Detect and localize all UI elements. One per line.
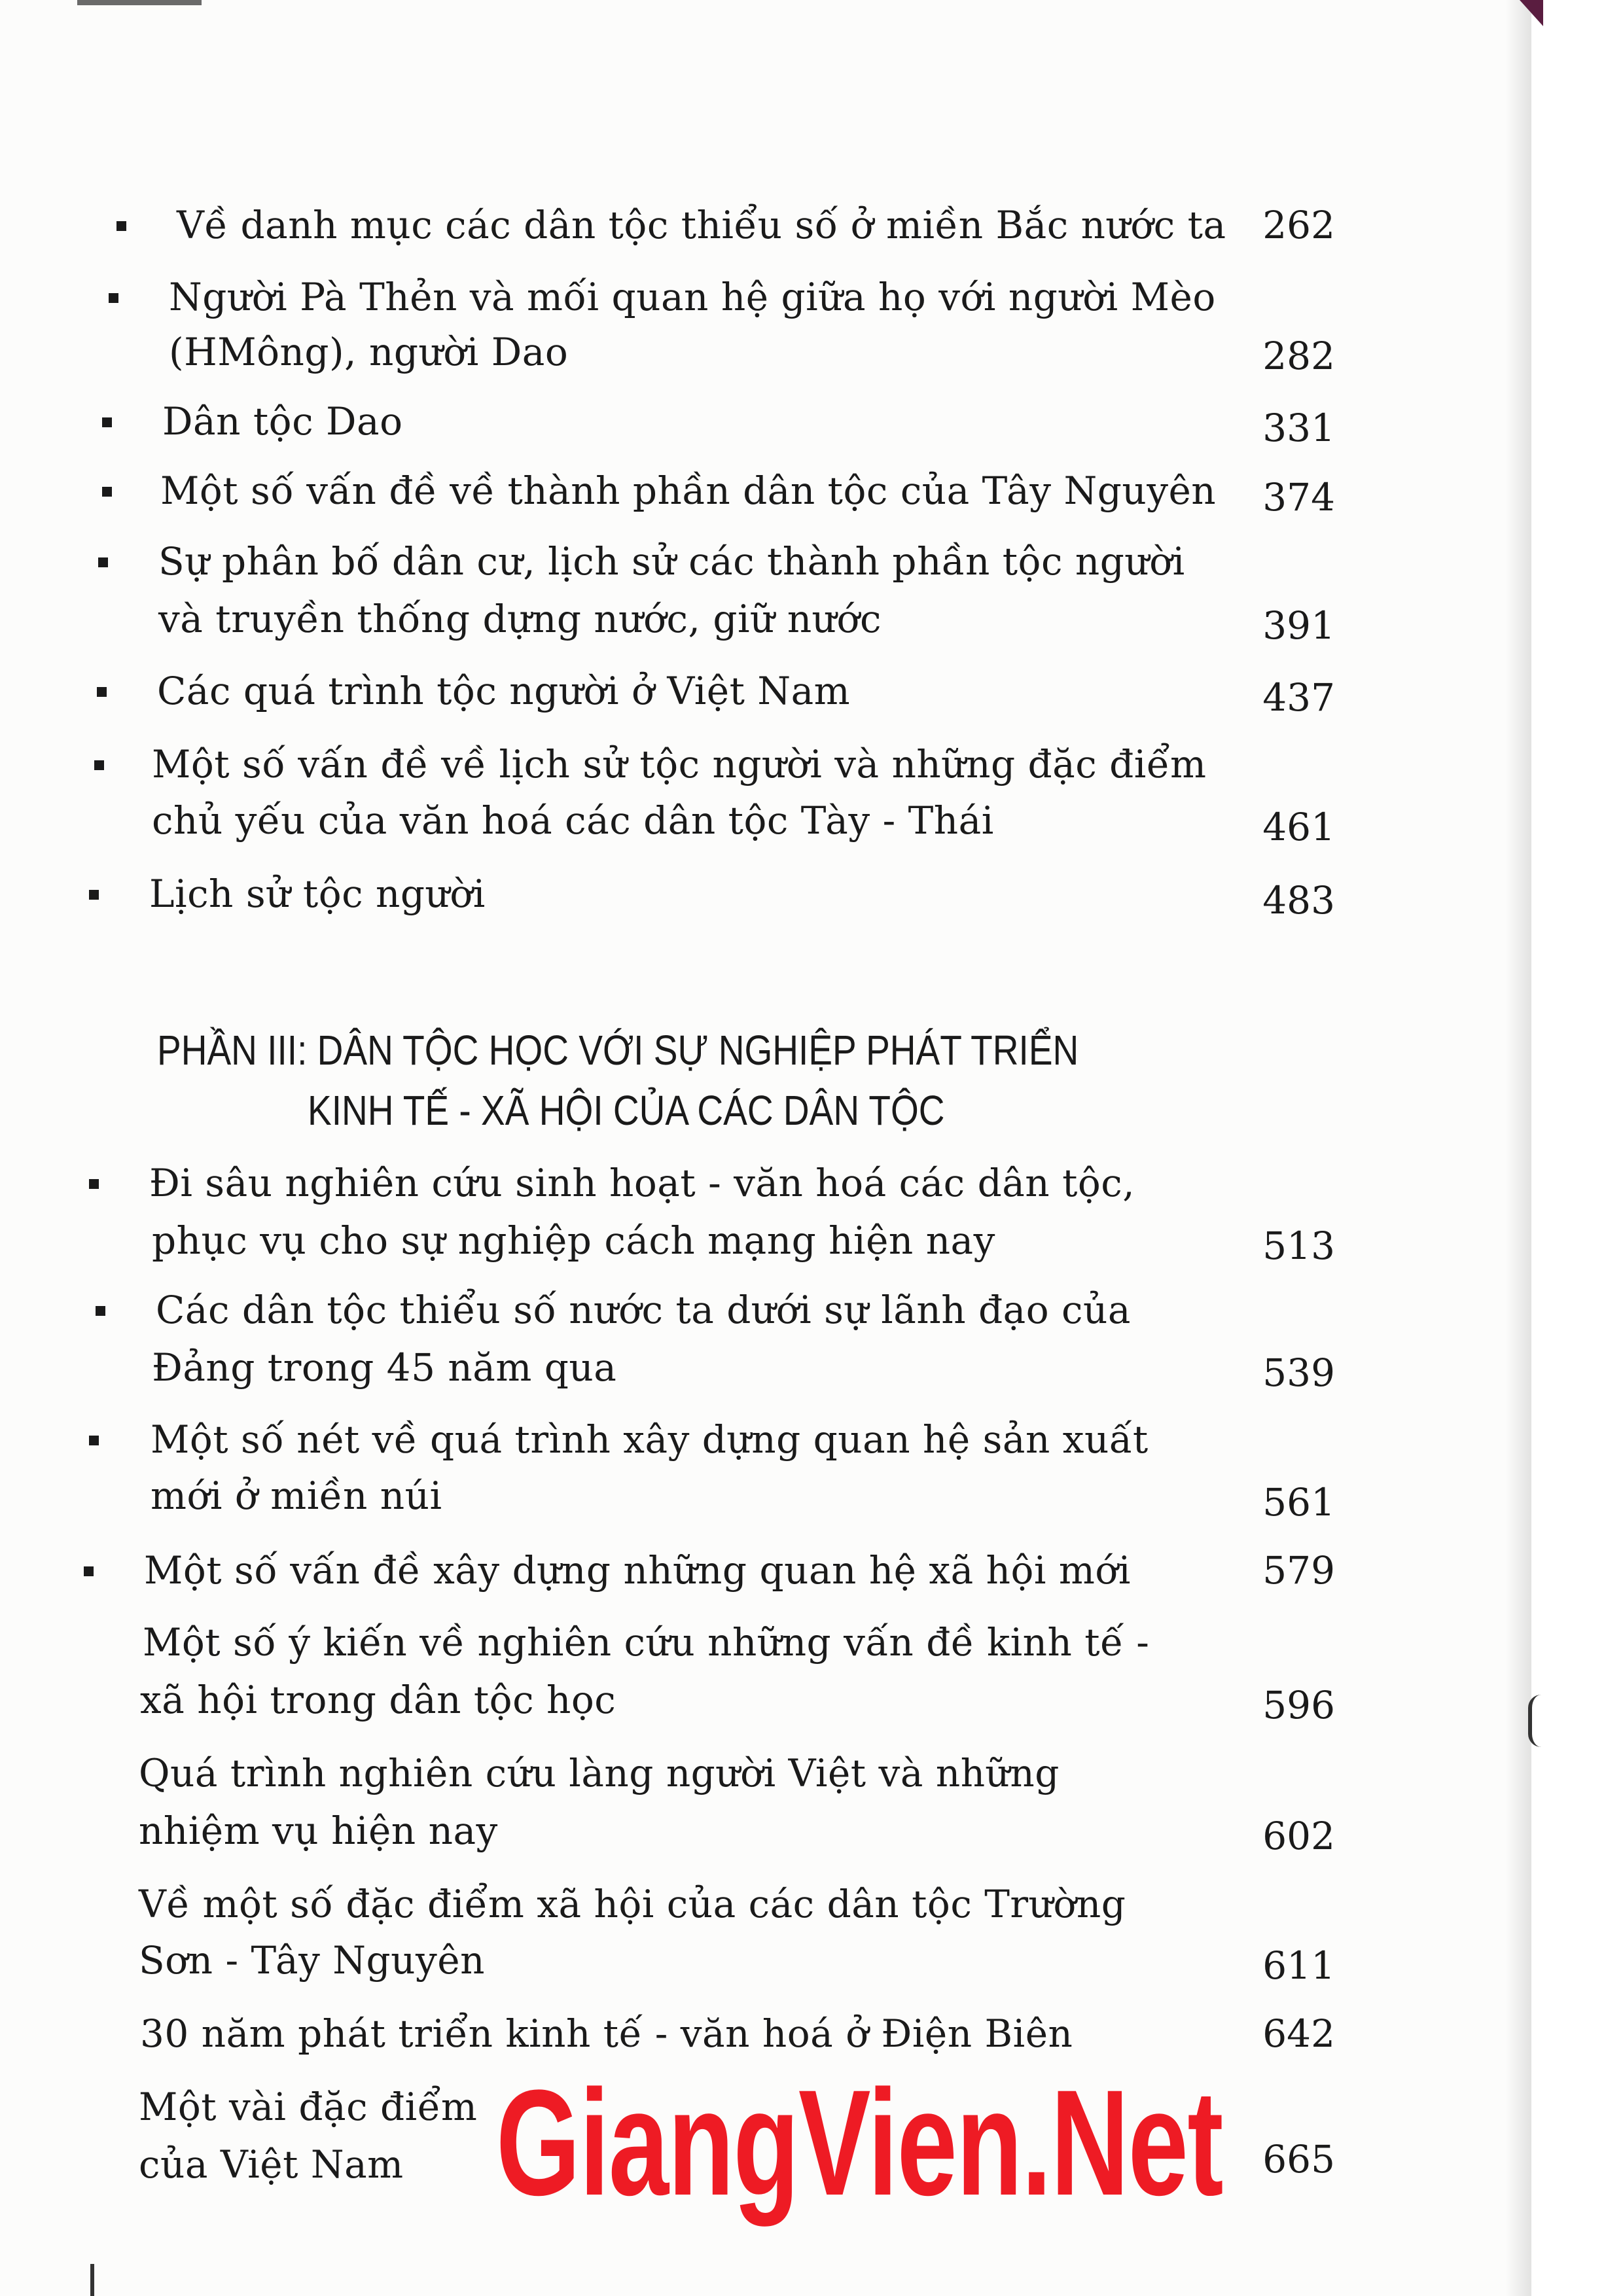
toc-entry-page: 331 — [1262, 406, 1335, 450]
bullet-icon — [102, 487, 112, 497]
toc-entry-title: Một số ý kiến về nghiên cứu những vấn đề kinh tế - — [143, 1620, 1150, 1665]
page-gutter-shadow — [1505, 0, 1531, 2296]
toc-entry-title: 30 năm phát triển kinh tế - văn hoá ở Điện Biên — [140, 2011, 1073, 2056]
toc-entry-title: Về một số đặc điểm xã hội của các dân tộc Trường — [139, 1882, 1126, 1926]
toc-entry-page: 461 — [1262, 805, 1335, 849]
side-bracket-mark — [1528, 1695, 1541, 1747]
toc-entry-title-cont: chủ yếu của văn hoá các dân tộc Tày - Thái — [152, 798, 994, 843]
toc-entry-title: Lịch sử tộc người — [149, 872, 486, 916]
toc-entry-title-cont: phục vụ cho sự nghiệp cách mạng hiện nay — [152, 1218, 995, 1263]
toc-entry-title-cont: xã hội trong dân tộc học — [140, 1678, 616, 1722]
toc-entry-title-cont: nhiệm vụ hiện nay — [139, 1809, 498, 1853]
toc-entry-page: 483 — [1262, 878, 1335, 923]
toc-entry-page: 579 — [1262, 1548, 1335, 1593]
toc-entry-title-cont: Sơn - Tây Nguyên — [139, 1938, 485, 1983]
toc-entry-page: 665 — [1262, 2137, 1335, 2181]
toc-entry-page: 642 — [1262, 2011, 1335, 2056]
toc-entry-page: 391 — [1262, 603, 1335, 648]
bullet-icon — [109, 293, 118, 303]
toc-entry-page: 513 — [1262, 1224, 1335, 1268]
toc-entry-page: 611 — [1262, 1943, 1335, 1988]
bullet-icon — [116, 221, 126, 231]
toc-entry-title: Một số vấn đề xây dựng những quan hệ xã hội mới — [144, 1548, 1131, 1593]
bullet-icon — [89, 890, 99, 900]
toc-entry-title-cont: và truyền thống dựng nước, giữ nước — [158, 597, 882, 641]
section-heading: PHẦN III: DÂN TỘC HỌC VỚI SỰ NGHIỆP PHÁT TRIỂN — [157, 1027, 1079, 1074]
toc-entry-title: Quá trình nghiên cứu làng người Việt và những — [139, 1751, 1060, 1795]
toc-entry-title: Các quá trình tộc người ở Việt Nam — [157, 669, 851, 713]
top-rule — [77, 0, 202, 5]
toc-entry-title: Sự phân bố dân cư, lịch sử các thành phần tộc người — [158, 539, 1185, 584]
toc-entry-page: 437 — [1262, 675, 1335, 720]
bottom-tick-mark — [90, 2264, 94, 2296]
toc-entry-title: Một số nét về quá trình xây dựng quan hệ sản xuất — [151, 1417, 1149, 1462]
toc-entry-title: Người Pà Thẻn và mối quan hệ giữa họ với người Mèo — [169, 275, 1216, 319]
toc-entry-title-cont: mới ở miền núi — [151, 1474, 442, 1518]
bullet-icon — [102, 417, 112, 427]
bullet-icon — [97, 687, 107, 697]
toc-entry-page: 282 — [1262, 334, 1335, 378]
bullet-icon — [89, 1436, 99, 1445]
toc-entry-title: Đi sâu nghiên cứu sinh hoạt - văn hoá các dân tộc, — [149, 1161, 1135, 1205]
watermark: GiangVien.Net — [496, 2058, 1223, 2227]
toc-entry-title: Các dân tộc thiểu số nước ta dưới sự lãnh đạo của — [156, 1288, 1131, 1332]
page-right-margin — [1531, 0, 1623, 2296]
bullet-icon — [96, 1306, 105, 1316]
bullet-icon — [98, 557, 108, 567]
toc-entry-page: 602 — [1262, 1814, 1335, 1858]
toc-entry-title: Một số vấn đề về lịch sử tộc người và những đặc điểm — [152, 742, 1207, 786]
toc-entry-title-cont: Đảng trong 45 năm qua — [152, 1345, 617, 1390]
toc-entry-page: 596 — [1262, 1683, 1335, 1727]
toc-entry-title: Một vài đặc điểm — [139, 2085, 478, 2129]
toc-entry-page: 374 — [1262, 475, 1335, 520]
bullet-icon — [94, 760, 104, 770]
toc-entry-page: 561 — [1262, 1480, 1335, 1525]
toc-entry-title: Dân tộc Dao — [162, 399, 403, 444]
bullet-icon — [89, 1179, 99, 1189]
section-heading-cont: KINH TẾ - XÃ HỘI CỦA CÁC DÂN TỘC — [308, 1087, 945, 1134]
toc-entry-title-cont: của Việt Nam — [139, 2142, 404, 2187]
toc-entry-page: 262 — [1262, 203, 1335, 247]
toc-entry-title-cont: (HMông), người Dao — [169, 330, 569, 374]
bullet-icon — [84, 1566, 94, 1576]
toc-entry-title: Một số vấn đề về thành phần dân tộc của Tây Nguyên — [160, 468, 1217, 513]
toc-entry-title: Về danh mục các dân tộc thiểu số ở miền Bắc nước ta — [177, 203, 1226, 247]
toc-entry-page: 539 — [1262, 1351, 1335, 1395]
